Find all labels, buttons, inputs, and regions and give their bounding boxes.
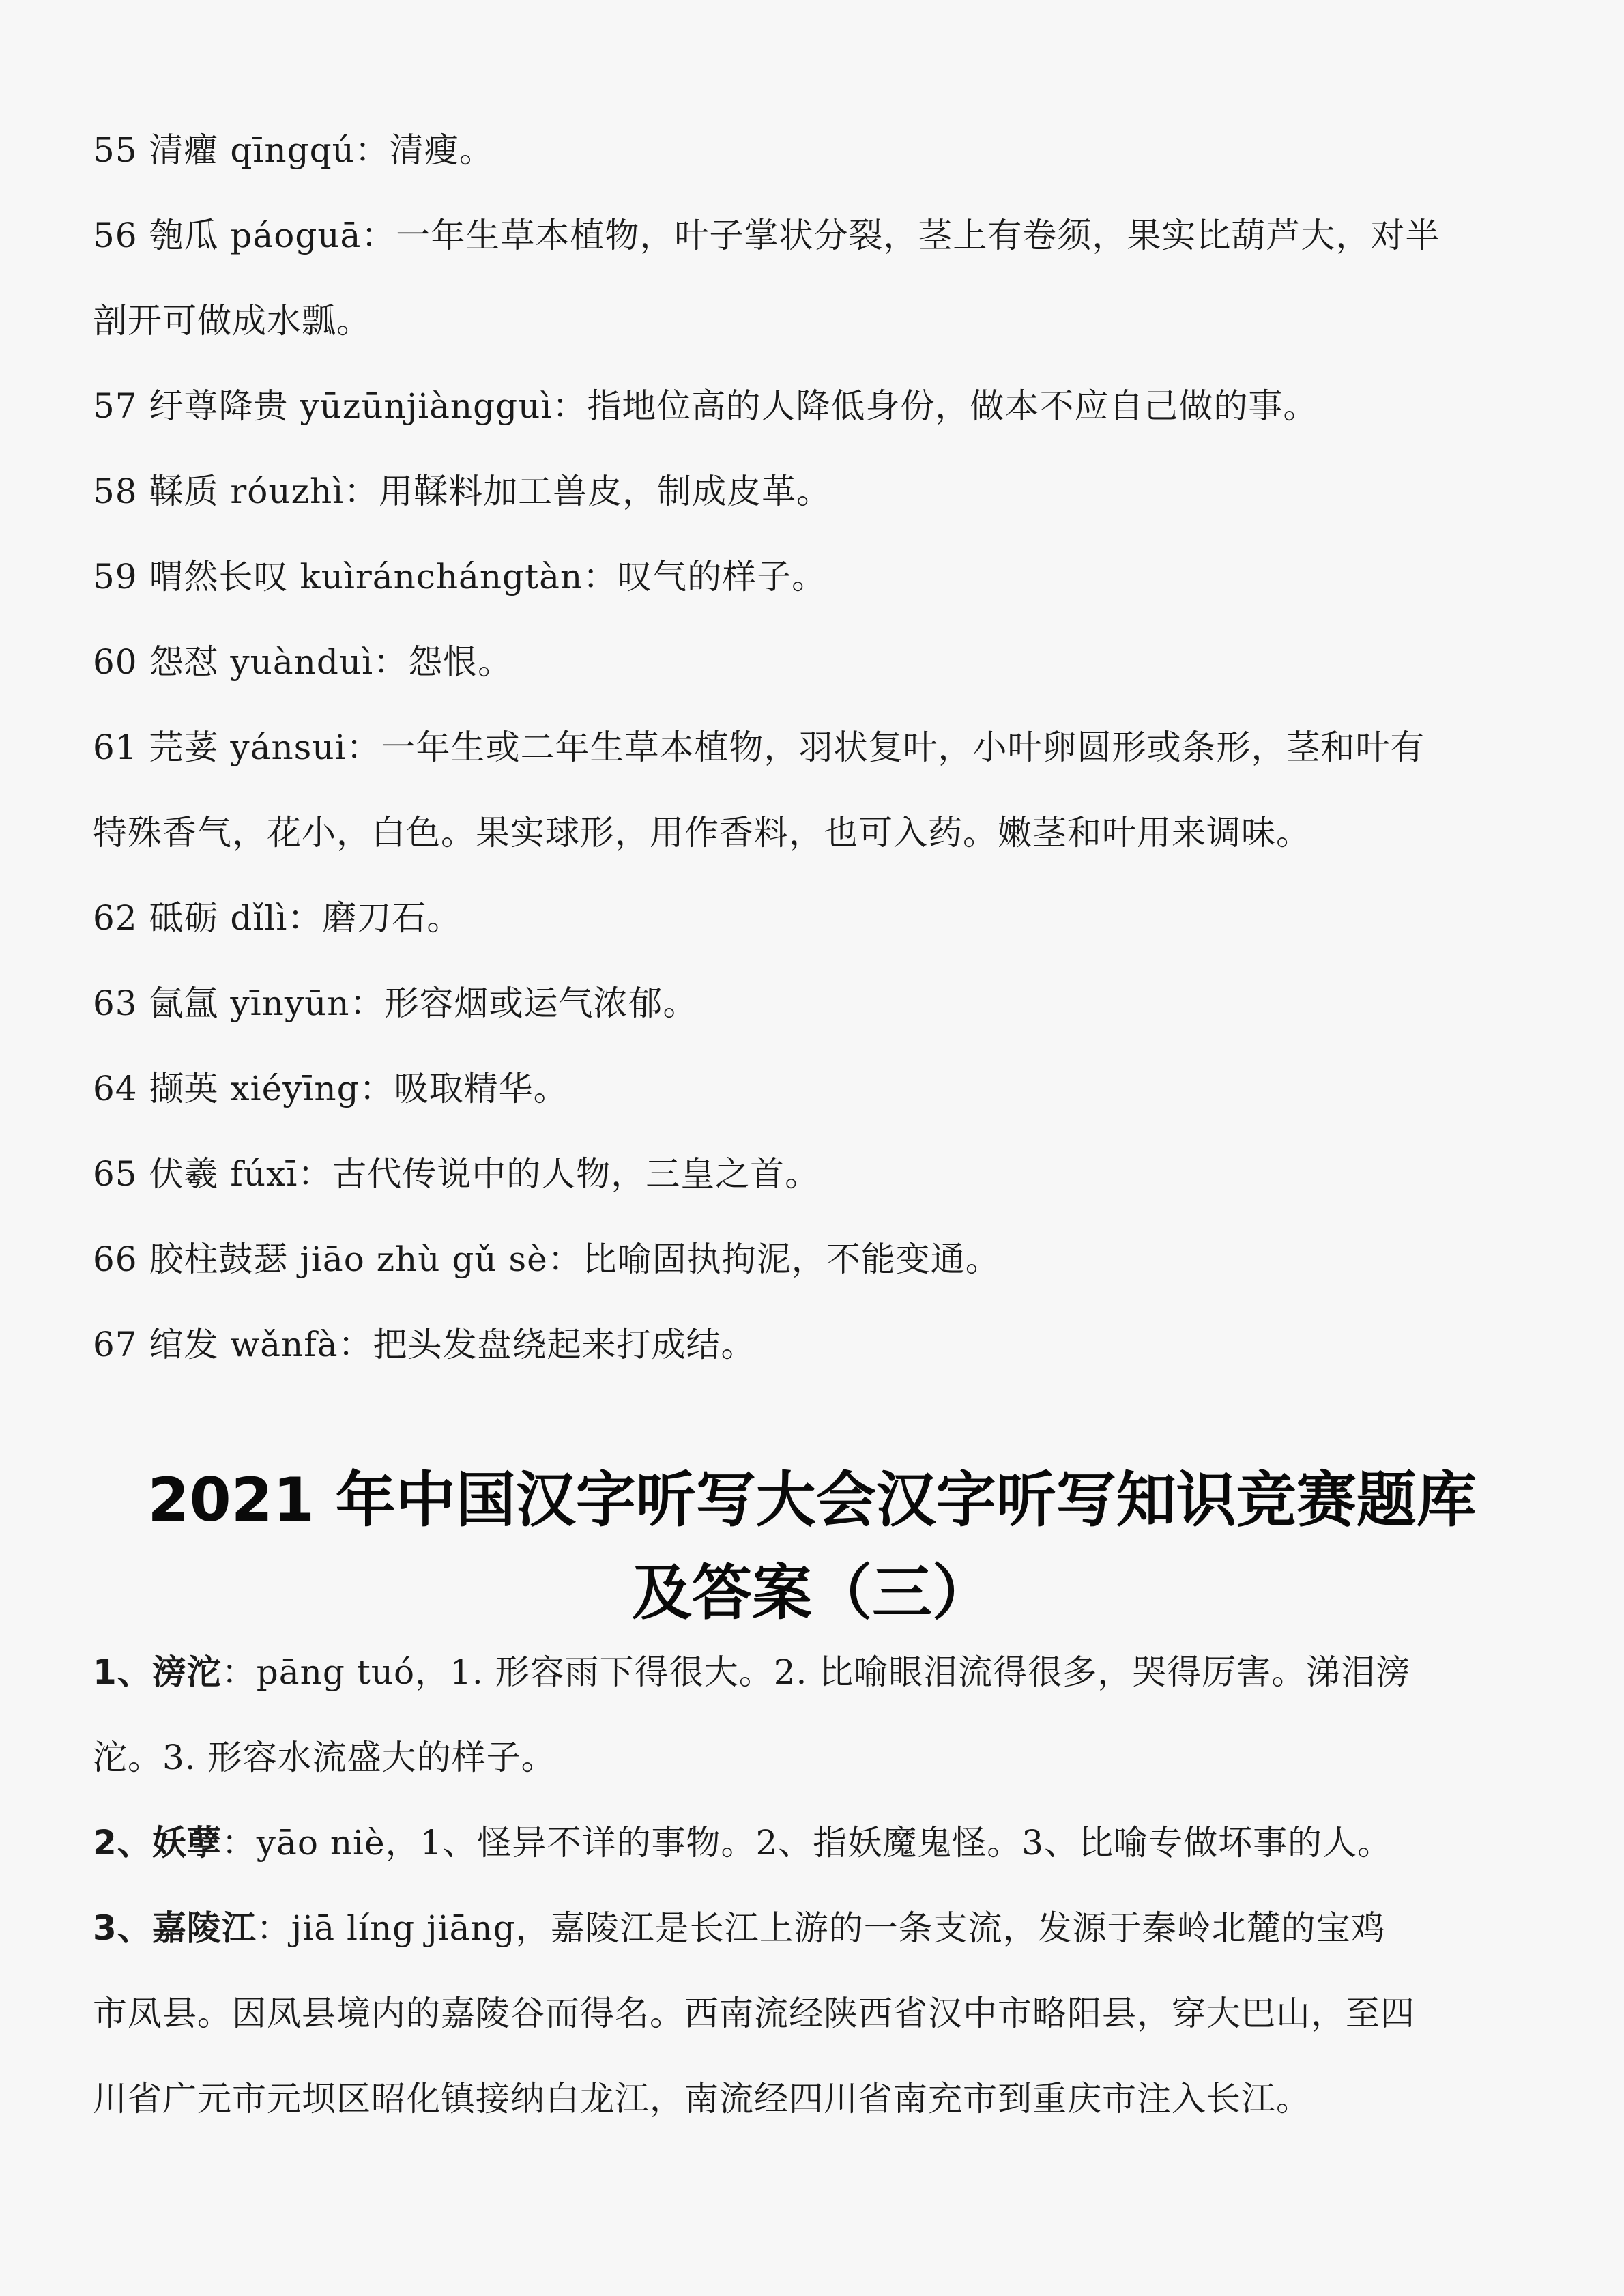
list-item: 59 喟然长叹 kuìránchángtàn：叹气的样子。 (93, 557, 827, 597)
list-item: 剖开可做成水瓢。 (93, 301, 371, 341)
answer-item (93, 2056, 1533, 2142)
list-item: 特殊香气，花小，白色。果实球形，用作香料，也可入药。嫩茎和叶用来调味。 (93, 813, 1311, 852)
list-item: 57 纡尊降贵 yūzūnjiàngguì：指地位高的人降低身份，做本不应自己做的事。 (93, 386, 1318, 426)
answer-item (93, 1715, 1533, 1800)
section-title (68, 1454, 1556, 1639)
answer-item (93, 1630, 1533, 1715)
list-item: 66 胶柱鼓瑟 jiāo zhù gǔ sè：比喻固执拘泥，不能变通。 (93, 1239, 1000, 1279)
answer-item (93, 1971, 1533, 2056)
title-line-2: 及答案（三） (631, 1558, 992, 1628)
vocabulary-list (93, 108, 1533, 1388)
answer-text: 市凤县。因凤县境内的嘉陵谷而得名。西南流经陕西省汉中市略阳县，穿大巴山，至四 (93, 1994, 1415, 2033)
list-item: 65 伏羲 fúxī：古代传说中的人物，三皇之首。 (93, 1154, 820, 1194)
list-item: 62 砥砺 dǐlì：磨刀石。 (93, 898, 462, 938)
answer-item (93, 1886, 1533, 1971)
answer-term: 1、滂沱 (93, 1652, 222, 1692)
answer-term: 2、妖孽 (93, 1823, 222, 1863)
answer-list (93, 1630, 1533, 2142)
answer-text: ：jiā líng jiāng，嘉陵江是长江上游的一条支流，发源于秦岭北麓的宝鸡 (256, 1908, 1386, 1948)
answer-text: ：yāo niè，1、怪异不详的事物。2、指妖魔鬼怪。3、比喻专做坏事的人。 (221, 1823, 1393, 1863)
list-item: 61 芫荽 yánsui：一年生或二年生草本植物，羽状复叶，小叶卵圆形或条形，茎和叶有 (93, 728, 1425, 767)
answer-item (93, 1800, 1533, 1886)
list-item: 60 怨怼 yuànduì：怨恨。 (93, 642, 513, 682)
list-item: 56 匏瓜 páoguā：一年生草本植物，叶子掌状分裂，茎上有卷须，果实比葫芦大，对半 (93, 216, 1440, 255)
list-item: 63 氤氲 yīnyūn：形容烟或运气浓郁。 (93, 984, 698, 1023)
answer-term: 3、嘉陵江 (93, 1908, 257, 1948)
list-item: 55 清癯 qīngqú：清瘦。 (93, 130, 494, 170)
list-item: 67 绾发 wǎnfà：把头发盘绕起来打成结。 (93, 1325, 756, 1364)
list-item: 58 鞣质 róuzhì：用鞣料加工兽皮，制成皮革。 (93, 472, 832, 511)
answer-text: 沱。3. 形容水流盛大的样子。 (93, 1738, 556, 1777)
list-item: 64 撷英 xiéyīng：吸取精华。 (93, 1069, 568, 1108)
answer-text: 川省广元市元坝区昭化镇接纳白龙江，南流经四川省南充市到重庆市注入长江。 (93, 2079, 1311, 2119)
answer-text: ：pāng tuó，1. 形容雨下得很大。2. 比喻眼泪流得很多，哭得厉害。涕泪滂 (221, 1652, 1411, 1692)
title-line-1: 2021 年中国汉字听写大会汉字听写知识竞赛题库 (147, 1465, 1477, 1535)
